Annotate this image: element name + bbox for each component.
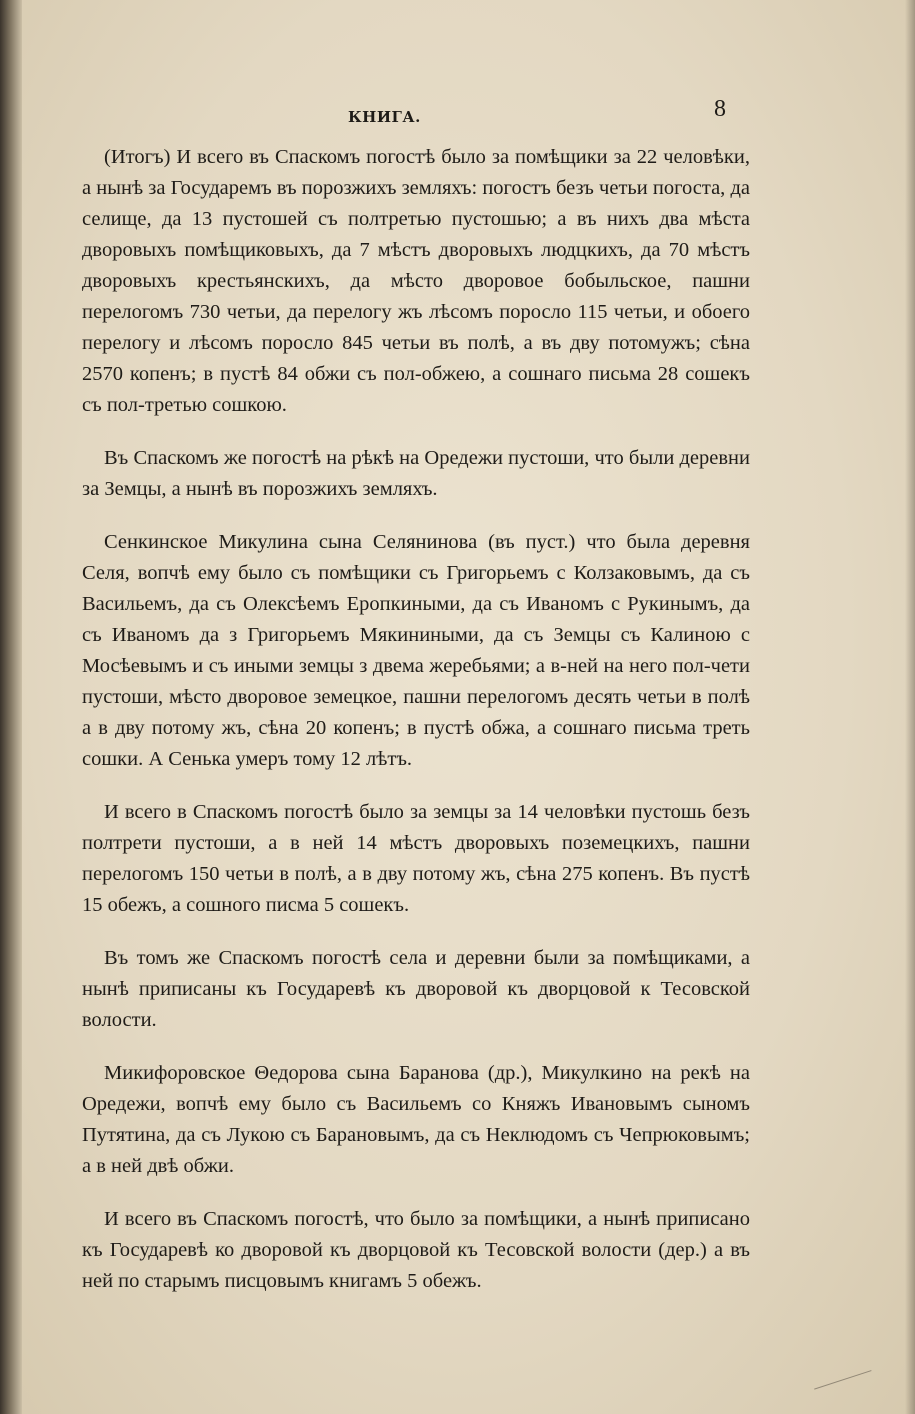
paragraph-senkinskoe: Сенкинское Микулина сына Селянинова (въ пуст.) что была деревня Селя, вопчѣ ему было съ помѣщики съ Григорьемъ с Колзаковымъ, да съ Васильемъ, да съ Олексѣемъ Еропкиными, да съ Иваномъ с Рукинымъ, да съ Иваномъ да з Григорьемъ Мякиниными, да съ Земцы съ Калиною с Мосѣевымъ и съ иными земцы з двема жеребьями; а в-ней на него пол-чети пустоши, мѣсто дворовое земецкое, пашни перелогомъ десять четьи в полѣ а в дву потому жъ, сѣна 20 копенъ; в пустѣ обжа, а сошнаго письма треть сошки. А Сенька умеръ тому 12 лѣтъ. [82, 531, 750, 770]
binding-edge [0, 0, 22, 1414]
paragraph-tesovskaya-heading: Въ томъ же Спаскомъ погостѣ села и деревни были за помѣщиками, а нынѣ приписаны къ Государевѣ къ дворовой къ дворцовой к Тесовской волости. [82, 947, 750, 1031]
paragraph-mikiforovskoe: Микифоровское Θедорова сына Баранова (др.), Микулкино на рекѣ на Оредежи, вопчѣ ему было съ Васильемъ со Княжъ Ивановымъ сыномъ Путятина, да съ Лукою съ Барановымъ, да съ Неклюдомъ съ Чепрюковымъ; а в ней двѣ обжи. [82, 1062, 750, 1177]
paragraph-oredezh-heading: Въ Спаскомъ же погостѣ на рѣкѣ на Оредежи пустоши, что были деревни за Земцы, а нынѣ въ порозжихъ земляхъ. [82, 447, 750, 500]
running-head: КНИГА. [348, 108, 421, 126]
paragraph-total-zemtsy: И всего в Спаскомъ погостѣ было за земцы за 14 человѣки пустошь безъ полтрети пустоши, а в ней 14 мѣстъ дворовыхъ поземецкихъ, пашни перелогомъ 150 четьи в полѣ, а в дву потому жъ, сѣна 275 копенъ. Въ пустѣ 15 обежъ, а сошного писма 5 сошекъ. [82, 801, 750, 916]
page-mark [814, 1370, 876, 1403]
page-number: 8 [714, 96, 726, 122]
paragraph-total-pomeshchiki: (Итогъ) И всего въ Спаскомъ погостѣ было за помѣщики за 22 человѣки, а нынѣ за Государемъ въ порозжихъ земляхъ: погостъ безъ четьи погоста, да селище, да 13 пустошей съ полтретью пустошью; а въ нихъ два мѣста дворовыхъ помѣщиковыхъ, да 7 мѣстъ дворовыхъ людцкихъ, да 70 мѣстъ дворовыхъ крестьянскихъ, да мѣсто дворовое бобыльское, пашни перелогомъ 730 четьи, да перелогу жъ лѣсомъ поросло 115 четьи, и обоего перелогу и лѣсомъ поросло 845 четьи въ полѣ, а въ дву потомужъ; сѣна 2570 копенъ; в пустѣ 84 обжи съ пол-обжею, а сошнаго письма 28 сошекъ съ пол-третью сошкою. [82, 146, 750, 416]
page-body [82, 142, 750, 1297]
page-edge [905, 0, 915, 1414]
page-header [0, 96, 915, 134]
paragraph-total-tesovskaya: И всего въ Спаскомъ погостѣ, что было за помѣщики, а нынѣ приписано къ Государевѣ ко дворовой къ дворцовой къ Тесовской волости (дер.) а въ ней по старымъ писцовымъ книгамъ 5 обежъ. [82, 1208, 750, 1292]
